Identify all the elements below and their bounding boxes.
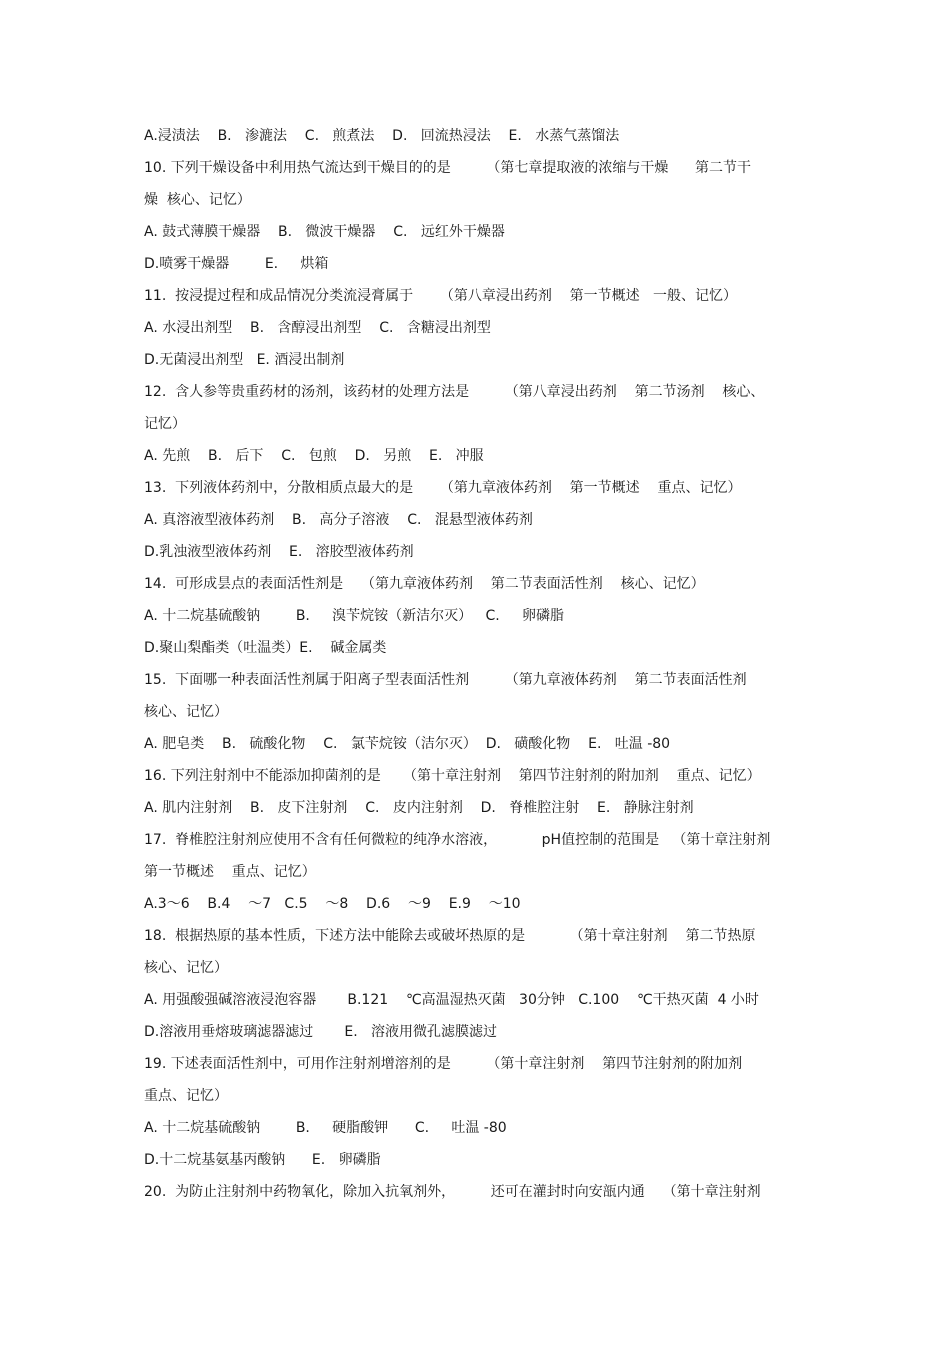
text-line: D.十二烷基氨基丙酸钠 E. 卵磷脂 xyxy=(144,1152,381,1168)
text-line: A. 十二烷基硫酸钠 B. 溴苄烷铵（新洁尔灭） C. 卵磷脂 xyxy=(144,608,564,624)
text-line: 重点、记忆） xyxy=(144,1088,228,1104)
text-line: 18. 根据热原的基本性质，下述方法中能除去或破坏热原的是 （第十章注射剂 第二节热原 xyxy=(144,928,756,944)
text-line: A. 肌内注射剂 B. 皮下注射剂 C. 皮内注射剂 D. 脊椎腔注射 E. 静脉注射剂 xyxy=(144,800,694,816)
text-line: A. 用强酸强碱溶液浸泡容器 B.121 ℃高温湿热灭菌 30分钟 C.100 ℃干热灭菌 4 小时 xyxy=(144,992,759,1008)
text-line: A. 肥皂类 B. 硫酸化物 C. 氯苄烷铵（洁尔灭） D. 磺酸化物 E. 吐温 -80 xyxy=(144,736,671,752)
text-line: 第一节概述 重点、记忆） xyxy=(144,864,316,880)
text-line: A. 先煎 B. 后下 C. 包煎 D. 另煎 E. 冲服 xyxy=(144,448,484,464)
text-line: D.无菌浸出剂型 E. 酒浸出制剂 xyxy=(144,352,345,368)
text-line: 11. 按浸提过程和成品情况分类流浸膏属于 （第八章浸出药剂 第一节概述 一般、记忆） xyxy=(144,288,738,304)
question-text-block xyxy=(144,120,809,1208)
text-line: A. 鼓式薄膜干燥器 B. 微波干燥器 C. 远红外干燥器 xyxy=(144,224,505,240)
text-line: A.3～6 B.4 ～7 C.5 ～8 D.6 ～9 E.9 ～10 xyxy=(144,896,521,912)
text-line: 20. 为防止注射剂中药物氧化，除加入抗氧剂外， 还可在灌封时向安瓿内通 （第十章注射剂 xyxy=(144,1184,761,1200)
text-line: D.喷雾干燥器 E. 烘箱 xyxy=(144,256,329,272)
text-line: 19. 下述表面活性剂中，可用作注射剂增溶剂的是 （第十章注射剂 第四节注射剂的附加剂 xyxy=(144,1056,743,1072)
text-line: 核心、记忆） xyxy=(144,960,228,976)
text-line: 13. 下列液体药剂中，分散相质点最大的是 （第九章液体药剂 第一节概述 重点、记忆） xyxy=(144,480,742,496)
text-line: A. 十二烷基硫酸钠 B. 硬脂酸钾 C. 吐温 -80 xyxy=(144,1120,507,1136)
text-line: 核心、记忆） xyxy=(144,704,228,720)
text-line: 16. 下列注射剂中不能添加抑菌剂的是 （第十章注射剂 第四节注射剂的附加剂 重点、记忆） xyxy=(144,768,761,784)
text-line: 10. 下列干燥设备中利用热气流达到干燥目的的是 （第七章提取液的浓缩与干燥 第二节干 xyxy=(144,160,752,176)
text-line: 14. 可形成昙点的表面活性剂是 （第九章液体药剂 第二节表面活性剂 核心、记忆） xyxy=(144,576,705,592)
text-line: 记忆） xyxy=(144,416,186,432)
text-line: D.聚山梨酯类（吐温类）E. 碱金属类 xyxy=(144,640,387,656)
text-line: A.浸渍法 B. 渗漉法 C. 煎煮法 D. 回流热浸法 E. 水蒸气蒸馏法 xyxy=(144,128,620,144)
text-line: A. 水浸出剂型 B. 含醇浸出剂型 C. 含糖浸出剂型 xyxy=(144,320,491,336)
text-line: 燥 核心、记忆） xyxy=(144,192,251,208)
text-line: 17. 脊椎腔注射剂应使用不含有任何微粒的纯净水溶液， pH值控制的范围是 （第十章注射剂 xyxy=(144,832,771,848)
text-line: D.溶液用垂熔玻璃滤器滤过 E. 溶液用微孔滤膜滤过 xyxy=(144,1024,498,1040)
text-line: A. 真溶液型液体药剂 B. 高分子溶液 C. 混悬型液体药剂 xyxy=(144,512,533,528)
text-line: D.乳浊液型液体药剂 E. 溶胶型液体药剂 xyxy=(144,544,414,560)
text-line: 12. 含人参等贵重药材的汤剂，该药材的处理方法是 （第八章浸出药剂 第二节汤剂 核心、 xyxy=(144,384,765,400)
text-line: 15. 下面哪一种表面活性剂属于阳离子型表面活性剂 （第九章液体药剂 第二节表面活性剂 xyxy=(144,672,747,688)
